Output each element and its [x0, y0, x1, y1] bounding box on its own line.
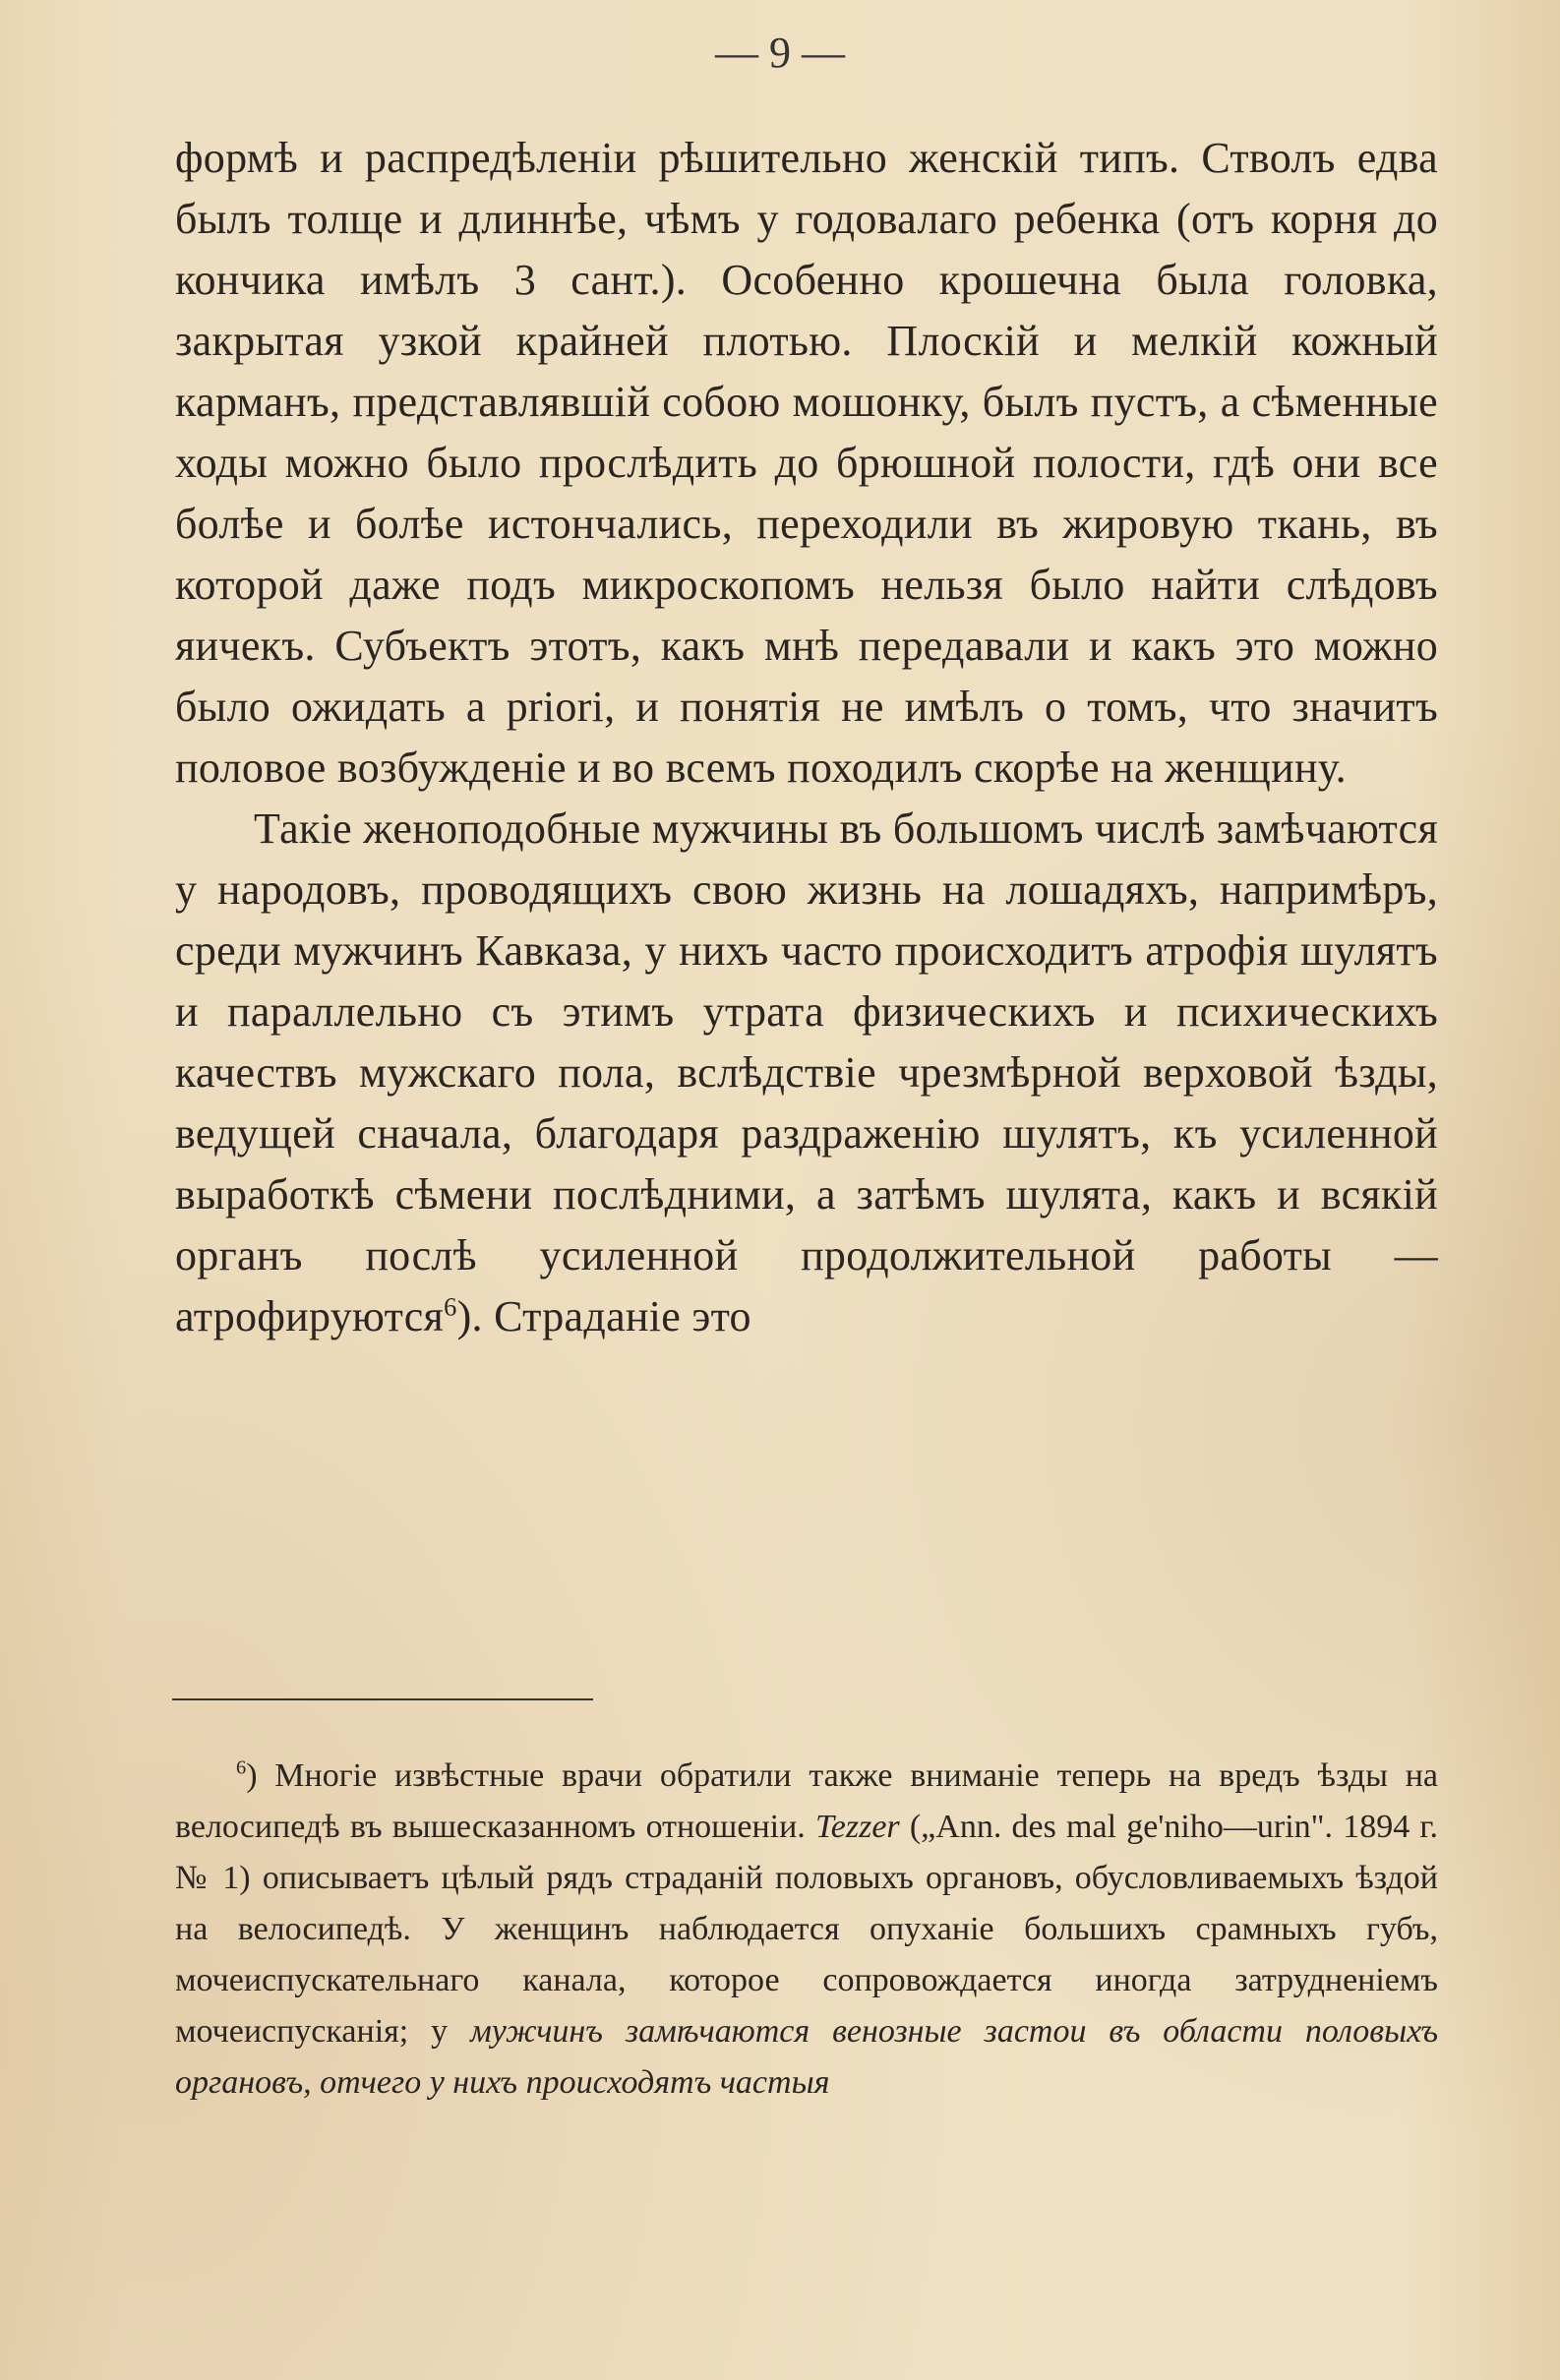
paragraph-2-text: Такіе женоподобные мужчины въ большомъ числѣ замѣчаются у народовъ, проводящихъ свою жизнь на лошадяхъ, напримѣръ, среди мужчинъ Кавказа, у нихъ часто происходитъ атрофія шулятъ и параллельно съ этимъ утрата физическихъ и психическихъ качествъ мужскаго пола, вслѣдствіе чрезмѣрной верховой ѣзды, ведущей сначала, благодаря раздраженію шулятъ, къ усиленной выработкѣ сѣмени послѣдними, а затѣмъ шулята, какъ и всякій органъ послѣ усиленной продолжительной работы — атрофируются	[175, 804, 1438, 1340]
footnote-text-1: ) Многіе извѣстные врачи обратили также вниманіе теперь на вредъ ѣзды на велосипедѣ въ вышесказанномъ отношеніи.	[175, 1757, 1438, 1845]
footnote	[175, 1751, 1438, 2109]
page-number: — 9 —	[715, 29, 845, 77]
footnote-text-2: („Ann. des mal ge'niho—urin". 1894 г. № 1) описываетъ цѣлый рядъ страданій половыхъ органовъ, обусловливаемыхъ ѣздой на велосипедѣ. У женщинъ наблюдается опуханіе большихъ срамныхъ губъ, мочеиспускательнаго канала, которое сопровождается иногда затрудненіемъ мочеиспусканія; у	[175, 1809, 1439, 2050]
paragraph-2	[175, 799, 1438, 1347]
footnote-author: Tezzer	[814, 1809, 900, 1845]
footnote-reference: 6	[444, 1291, 457, 1322]
footnote-divider	[172, 1698, 593, 1700]
footnote-marker: 6	[236, 1756, 247, 1779]
footnote-italic-tail: мужчинъ замѣчаются венозные застои въ области половыхъ органовъ, отчего у нихъ происходятъ частыя	[175, 2013, 1438, 2101]
paragraph-1: формѣ и распредѣленіи рѣшительно женскій типъ. Стволъ едва былъ толще и длиннѣе, чѣмъ у годовалаго ребенка (отъ корня до кончика имѣлъ 3 сант.). Особенно крошечна была головка, закрытая узкой крайней плотью. Плоскій и мелкій кожный карманъ, представлявшій собою мошонку, былъ пустъ, а сѣменные ходы можно было прослѣдить до брюшной полости, гдѣ они все болѣе и болѣе истончались, переходили въ жировую ткань, въ которой даже подъ микроскопомъ нельзя было найти слѣдовъ яичекъ. Субъектъ этотъ, какъ мнѣ передавали и какъ это можно было ожидать a priori, и понятія не имѣлъ о томъ, что значитъ половое возбужденіе и во всемъ походилъ скорѣе на женщину.	[175, 134, 1438, 792]
main-text	[175, 128, 1438, 1347]
paragraph-2-tail: ). Страданіе это	[456, 1292, 751, 1340]
